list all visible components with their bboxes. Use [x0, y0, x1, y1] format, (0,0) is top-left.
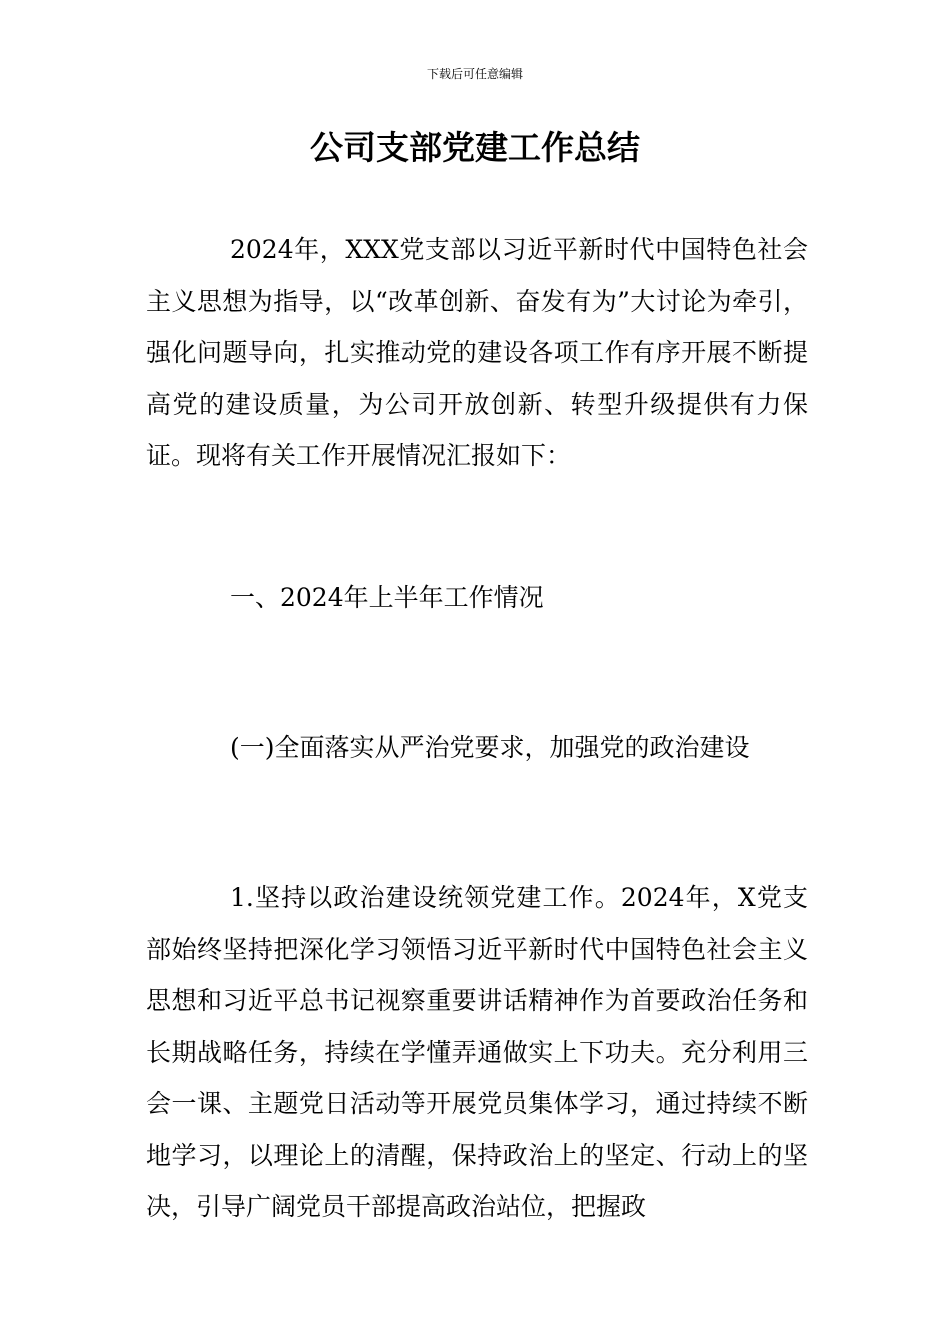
subsection-heading: (一)全面落实从严治党要求，加强党的政治建设 [230, 733, 750, 762]
document-title: 公司支部党建工作总结 [310, 128, 640, 167]
intro-paragraph: 2024年，XXX党支部以习近平新时代中国特色社会主义思想为指导，以“改革创新、奋发有为”大讨论为牵引，强化问题导向，扎实推动党的建设各项工作有序开展不断提高党的建设质量，为公司开放创新、转型升级提供有力保证。现将有关工作开展情况汇报如下： [146, 235, 808, 470]
header-note: 下载后可任意编辑 [426, 67, 523, 81]
section-heading: 一、2024年上半年工作情况 [230, 583, 544, 612]
item-paragraph: 1.坚持以政治建设统领党建工作。2024年，X党支部始终坚持把深化学习领悟习近平新时代中国特色社会主义思想和习近平总书记视察重要讲话精神作为首要政治任务和长期战略任务，持续在学懂弄通做实上下功夫。充分利用三会一课、主题党日活动等开展党员集体学习，通过持续不断地学习，以理论上的清醒，保持政治上的坚定、行动上的坚决，引导广阔党员干部提高政治站位，把握政 [146, 883, 808, 1221]
